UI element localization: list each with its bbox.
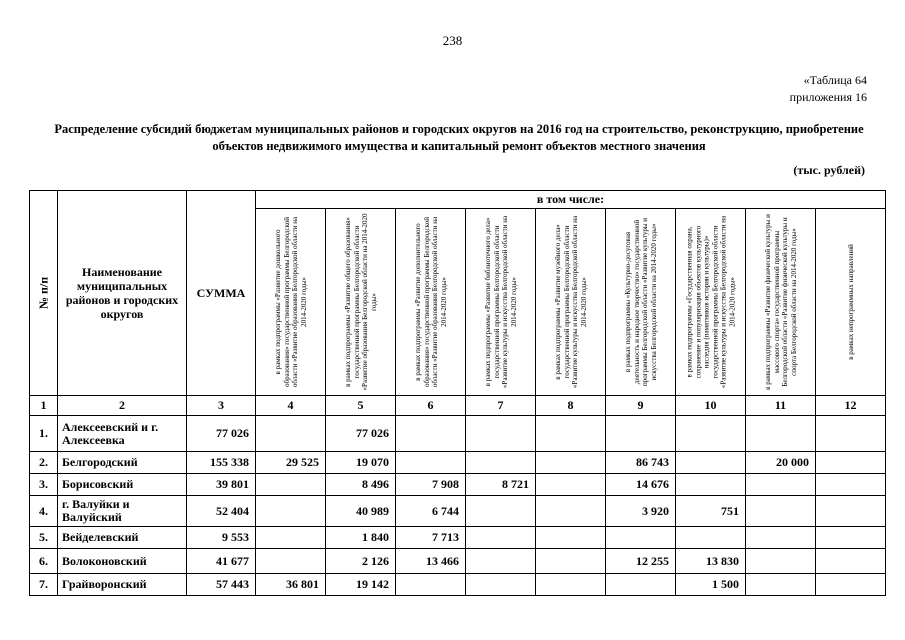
row-sum: 52 404 xyxy=(187,496,256,527)
column-number: 1 xyxy=(30,396,58,416)
value-cell xyxy=(536,474,606,496)
value-cell xyxy=(746,574,816,596)
value-cell xyxy=(816,496,886,527)
value-cell xyxy=(466,416,536,452)
value-cell xyxy=(606,416,676,452)
value-cell: 8 721 xyxy=(466,474,536,496)
value-cell xyxy=(466,527,536,549)
appendix-reference xyxy=(790,72,867,106)
value-cell xyxy=(676,452,746,474)
table-row xyxy=(30,496,886,527)
value-cell: 40 989 xyxy=(326,496,396,527)
appendix-line-1: «Таблица 64 xyxy=(803,73,867,87)
subsidies-table xyxy=(29,190,886,596)
column-number: 5 xyxy=(326,396,396,416)
header-col-4-text: в рамках подпрограммы «Развитие дошкольного образования» государственной программы Белгородской области «Развитие образования Белгородской области на 2014-2020 годы» xyxy=(273,216,307,388)
value-cell: 86 743 xyxy=(606,452,676,474)
value-cell: 8 496 xyxy=(326,474,396,496)
header-col-8-text: в рамках подпрограммы «Развитие музейного дела» государственной программы Белгородской области «Развитие культуры и искусства Белгородской области на 2014-2020 годы» xyxy=(553,215,587,389)
column-number: 11 xyxy=(746,396,816,416)
column-number: 7 xyxy=(466,396,536,416)
row-number: 5. xyxy=(30,527,58,549)
value-cell xyxy=(536,574,606,596)
value-cell: 7 908 xyxy=(396,474,466,496)
column-number-row xyxy=(30,396,886,416)
value-cell xyxy=(536,496,606,527)
row-sum: 155 338 xyxy=(187,452,256,474)
header-col-12-text: в рамках непрограммных направлений xyxy=(846,244,855,360)
value-cell xyxy=(746,416,816,452)
value-cell xyxy=(746,496,816,527)
value-cell: 14 676 xyxy=(606,474,676,496)
value-cell xyxy=(746,549,816,574)
column-number: 2 xyxy=(58,396,187,416)
row-sum: 41 677 xyxy=(187,549,256,574)
row-number: 7. xyxy=(30,574,58,596)
value-cell xyxy=(676,416,746,452)
header-col-7-text: в рамках подпрограммы «Развитие библиотечного дела» государственной программы Белгородской области «Развитие культуры и искусства Белгородской области на 2014-2020 годы» xyxy=(483,215,517,389)
table-row xyxy=(30,452,886,474)
column-number: 3 xyxy=(187,396,256,416)
row-sum: 39 801 xyxy=(187,474,256,496)
table-row xyxy=(30,527,886,549)
header-col-10-text: в рамках подпрограммы «Государственная охрана, сохранение и популяризация объектов культурного наследия (памятников истории и культуры)» государственной программы Белгородской области «Развитие культуры и искусства Белгородской области на 2014-2020 годы» xyxy=(685,215,736,389)
row-sum: 77 026 xyxy=(187,416,256,452)
table-row xyxy=(30,549,886,574)
row-number: 2. xyxy=(30,452,58,474)
value-cell: 19 070 xyxy=(326,452,396,474)
page-number: 238 xyxy=(442,33,463,48)
value-cell xyxy=(746,527,816,549)
header-col-11 xyxy=(746,209,816,396)
value-cell: 7 713 xyxy=(396,527,466,549)
header-col-6-text: в рамках подпрограммы «Развитие дополнительного образования» государственной программы Белгородской области «Развитие образования Белгородской области на 2014-2020 годы» xyxy=(413,216,447,388)
value-cell xyxy=(746,474,816,496)
value-cell xyxy=(816,527,886,549)
value-cell xyxy=(256,527,326,549)
value-cell xyxy=(536,527,606,549)
value-cell xyxy=(606,574,676,596)
column-number: 9 xyxy=(606,396,676,416)
value-cell xyxy=(396,416,466,452)
value-cell xyxy=(466,549,536,574)
district-name: г. Валуйки и Валуйский xyxy=(58,496,187,527)
value-cell xyxy=(466,452,536,474)
header-col-8 xyxy=(536,209,606,396)
row-number: 3. xyxy=(30,474,58,496)
header-col-11-text: в рамках подпрограммы «Развитие физической культуры и массового спорта» государственной программы Белгородской области «Развитие физической культуры и спорта Белгородской области на 2014-2020 годы» xyxy=(763,214,797,390)
value-cell xyxy=(256,474,326,496)
value-cell xyxy=(606,527,676,549)
value-cell xyxy=(466,496,536,527)
header-col-9-text: в рамках подпрограммы «Культурно-досуговая деятельность и народное творчество» государственной программы Белгородской области «Развитие культуры и искусства Белгородской области на 2014-2020 годы» xyxy=(623,217,657,387)
value-cell: 2 126 xyxy=(326,549,396,574)
header-col-10 xyxy=(676,209,746,396)
value-cell xyxy=(816,474,886,496)
value-cell xyxy=(396,574,466,596)
value-cell xyxy=(256,549,326,574)
row-number: 4. xyxy=(30,496,58,527)
value-cell xyxy=(816,574,886,596)
value-cell: 1 500 xyxy=(676,574,746,596)
value-cell: 36 801 xyxy=(256,574,326,596)
header-col-9 xyxy=(606,209,676,396)
header-sum: СУММА xyxy=(187,191,256,396)
district-name: Борисовский xyxy=(58,474,187,496)
header-num-cell xyxy=(30,191,58,396)
value-cell xyxy=(256,416,326,452)
value-cell: 19 142 xyxy=(326,574,396,596)
value-cell: 751 xyxy=(676,496,746,527)
header-col-6 xyxy=(396,209,466,396)
value-cell: 6 744 xyxy=(396,496,466,527)
value-cell: 77 026 xyxy=(326,416,396,452)
value-cell xyxy=(816,549,886,574)
value-cell: 29 525 xyxy=(256,452,326,474)
value-cell xyxy=(256,496,326,527)
district-name: Грайворонский xyxy=(58,574,187,596)
value-cell xyxy=(396,452,466,474)
district-name: Волоконовский xyxy=(58,549,187,574)
table-row xyxy=(30,416,886,452)
column-number: 10 xyxy=(676,396,746,416)
value-cell: 12 255 xyxy=(606,549,676,574)
column-number: 12 xyxy=(816,396,886,416)
column-number: 8 xyxy=(536,396,606,416)
header-num: № п/п xyxy=(36,276,50,310)
header-col-12 xyxy=(816,209,886,396)
value-cell xyxy=(816,452,886,474)
column-number: 6 xyxy=(396,396,466,416)
value-cell: 1 840 xyxy=(326,527,396,549)
row-sum: 9 553 xyxy=(187,527,256,549)
value-cell xyxy=(816,416,886,452)
document-title: Распределение субсидий бюджетам муниципальных районов и городских округов на 2016 год на строительство, реконструкцию, приобретение объектов недвижимого имущества и капитальный ремонт объектов местного значения xyxy=(54,122,864,153)
value-cell: 13 466 xyxy=(396,549,466,574)
table-row xyxy=(30,474,886,496)
value-cell xyxy=(536,452,606,474)
header-group: в том числе: xyxy=(256,191,886,209)
value-cell xyxy=(536,549,606,574)
column-number: 4 xyxy=(256,396,326,416)
header-col-7 xyxy=(466,209,536,396)
value-cell xyxy=(536,416,606,452)
header-col-4 xyxy=(256,209,326,396)
row-number: 6. xyxy=(30,549,58,574)
row-number: 1. xyxy=(30,416,58,452)
value-cell: 20 000 xyxy=(746,452,816,474)
value-cell xyxy=(676,527,746,549)
header-col-5 xyxy=(326,209,396,396)
table-body xyxy=(30,416,886,596)
value-cell: 3 920 xyxy=(606,496,676,527)
table-row xyxy=(30,574,886,596)
value-cell xyxy=(676,474,746,496)
row-sum: 57 443 xyxy=(187,574,256,596)
value-cell: 13 830 xyxy=(676,549,746,574)
district-name: Вейделевский xyxy=(58,527,187,549)
header-name: Наименование муниципальных районов и городских округов xyxy=(58,191,187,396)
header-col-5-text: в рамках подпрограммы «Развитие общего образования» государственной программы Белгородской области «Развитие образования Белгородской области на 2014-2020 годы» xyxy=(343,213,377,391)
value-cell xyxy=(466,574,536,596)
appendix-line-2: приложения 16 xyxy=(789,90,867,104)
district-name: Алексеевский и г. Алексеевка xyxy=(58,416,187,452)
units-label: (тыс. рублей) xyxy=(793,163,865,177)
district-name: Белгородский xyxy=(58,452,187,474)
